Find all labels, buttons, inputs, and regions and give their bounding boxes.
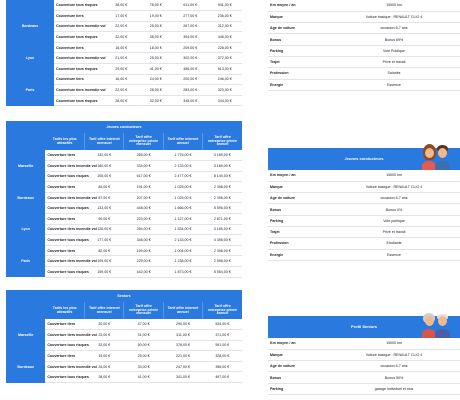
profile-row bbox=[268, 181, 460, 192]
coverage-cell: Couverture tiers bbox=[45, 245, 84, 256]
profile-table-seniors bbox=[268, 316, 460, 395]
price-cell: 2 133,00 € bbox=[163, 235, 202, 246]
price-cell: 159,00 € bbox=[124, 245, 163, 256]
city-cell: Marseille bbox=[6, 319, 45, 351]
profile-row bbox=[268, 23, 460, 34]
price-cell: 446,00 € bbox=[208, 32, 243, 43]
profile-value: Voie publique bbox=[328, 215, 460, 226]
profile-value: Etudiants bbox=[328, 238, 460, 249]
profile-key: Km moyen / an bbox=[268, 170, 328, 181]
coverage-cell: Couverture tous risques bbox=[45, 267, 84, 278]
price-cell: 236,00 € bbox=[208, 11, 243, 22]
price-cell: 132,00 € bbox=[85, 150, 124, 161]
coverage-cell: Couverture tous risques bbox=[45, 171, 84, 182]
profile-table-1 bbox=[268, 0, 460, 91]
profile-row bbox=[268, 170, 460, 181]
price-cell: 19,00 € bbox=[85, 351, 124, 362]
price-cell: 497,00 € bbox=[203, 372, 242, 383]
price-cell: 611,00 € bbox=[173, 0, 208, 11]
profile-row bbox=[268, 68, 460, 79]
price-cell: 78,00 € bbox=[139, 0, 174, 11]
price-cell: 180,00 € bbox=[85, 161, 124, 172]
table-row bbox=[6, 11, 242, 22]
column-header: Tarif offre entreprise privée annuel bbox=[203, 302, 242, 319]
price-cell: 177,00 € bbox=[85, 235, 124, 246]
column-header: Tarif offre entreprise privée annuel bbox=[203, 133, 242, 150]
column-header-attractive: Tarifs les plus attractifs bbox=[45, 133, 84, 150]
profile-value: Voie Publique bbox=[328, 45, 460, 56]
price-cell: 2 398,00 € bbox=[203, 245, 242, 256]
column-header-attractive: Tarifs les plus attractifs bbox=[45, 302, 84, 319]
price-cell: 5 554,00 € bbox=[203, 267, 242, 278]
profile-value: Voiture basique : RENAULT CLIO 4 bbox=[328, 181, 460, 192]
price-cell: 20,00 € bbox=[85, 319, 124, 330]
coverage-cell: Couverture tous risques bbox=[45, 372, 84, 383]
coverage-cell: Couverture tiers incendie vol bbox=[45, 330, 84, 341]
price-cell: 16,00 € bbox=[104, 42, 139, 53]
profile-value: 15000 km bbox=[328, 0, 460, 11]
profile-row bbox=[268, 0, 460, 11]
profile-key: Parking bbox=[268, 215, 328, 226]
profile-value: 15000 km bbox=[328, 338, 460, 349]
price-cell: 328,00 € bbox=[203, 351, 242, 362]
price-cell: 16,00 € bbox=[104, 74, 139, 85]
price-cell: 22,00 € bbox=[104, 21, 139, 32]
price-cell: 205,00 € bbox=[85, 171, 124, 182]
column-header: Tarif offre entreprise privée mensuel bbox=[124, 133, 163, 150]
profile-row bbox=[268, 56, 460, 67]
price-cell: 2 477,00 € bbox=[163, 171, 202, 182]
price-cell: 24,00 € bbox=[85, 361, 124, 372]
price-cell: 277,00 € bbox=[173, 11, 208, 22]
table-row bbox=[6, 182, 242, 193]
column-header: Tarif offre internet mensuel bbox=[85, 302, 124, 319]
profile-row bbox=[268, 238, 460, 249]
coverage-cell: Couverture tiers incendie vol bbox=[45, 161, 84, 172]
price-cell: 372,00 € bbox=[208, 53, 243, 64]
coverage-cell: Couverture tous risques bbox=[45, 235, 84, 246]
profile-value: Privé et travail bbox=[328, 226, 460, 237]
table-row bbox=[6, 42, 242, 53]
profile-key: Age de voiture bbox=[268, 193, 328, 204]
price-cell: 442,00 € bbox=[124, 267, 163, 278]
table-row bbox=[6, 150, 242, 161]
profile-jeunes-title: Jeunes conducteurs bbox=[344, 156, 384, 161]
rates-table-jeunes bbox=[6, 121, 242, 278]
profile-key: Marque bbox=[268, 181, 328, 192]
price-cell: 24,00 € bbox=[139, 74, 174, 85]
price-cell: 207,00 € bbox=[124, 192, 163, 203]
table-row bbox=[6, 214, 242, 225]
price-cell: 229,00 € bbox=[124, 256, 163, 267]
coverage-cell: Couverture tiers bbox=[54, 42, 104, 53]
price-cell: 90,00 € bbox=[85, 214, 124, 225]
price-cell: 22,00 € bbox=[104, 85, 139, 96]
coverage-cell: Couverture tiers incendie vol bbox=[54, 85, 104, 96]
city-cell: Lyon bbox=[6, 42, 54, 74]
price-cell: 344,00 € bbox=[208, 95, 243, 106]
price-cell: 2 398,00 € bbox=[203, 182, 242, 193]
profile-value: Voiture basique : RENAULT CLIO 4 bbox=[328, 349, 460, 360]
price-cell: 534,00 € bbox=[203, 319, 242, 330]
price-cell: 32,00 € bbox=[85, 340, 124, 351]
profile-value: Essence bbox=[328, 249, 460, 260]
price-cell: 4 398,00 € bbox=[203, 235, 242, 246]
price-cell: 32,00 € bbox=[139, 95, 174, 106]
price-cell: 267,00 € bbox=[173, 21, 208, 32]
price-cell: 200,00 € bbox=[173, 74, 208, 85]
profile-value: occasion 6-7 ans bbox=[328, 23, 460, 34]
column-header-blank bbox=[6, 133, 45, 150]
price-cell: 159,00 € bbox=[85, 267, 124, 278]
price-cell: 50,00 € bbox=[124, 340, 163, 351]
price-cell: 221,00 € bbox=[163, 351, 202, 362]
profile-seniors-title: Profil Seniors bbox=[350, 324, 377, 329]
price-cell: 82,00 € bbox=[85, 245, 124, 256]
price-cell: 334,00 € bbox=[124, 161, 163, 172]
price-cell: 246,00 € bbox=[208, 74, 243, 85]
price-cell: 109,00 € bbox=[85, 256, 124, 267]
coverage-cell: Couverture tiers incendie vol bbox=[54, 53, 104, 64]
table-title-row bbox=[6, 290, 242, 302]
city-cell: Bordeaux bbox=[6, 351, 45, 383]
profile-key: Bonus bbox=[268, 372, 328, 383]
column-header: Tarif offre internet annuel bbox=[163, 302, 202, 319]
young-couple-avatar-icon bbox=[420, 140, 452, 170]
price-cell: 394,00 € bbox=[173, 32, 208, 43]
city-cell-blank bbox=[6, 0, 54, 11]
price-cell: 84,00 € bbox=[85, 182, 124, 193]
price-cell: 18,00 € bbox=[139, 42, 174, 53]
price-cell: 265,00 € bbox=[124, 150, 163, 161]
price-cell: 29,00 € bbox=[104, 64, 139, 75]
price-cell: 17,00 € bbox=[104, 11, 139, 22]
price-cell: 21,00 € bbox=[104, 53, 139, 64]
profile-value: occasion 6-7 ans bbox=[328, 361, 460, 372]
column-header-row bbox=[6, 302, 242, 319]
profile-row bbox=[268, 249, 460, 260]
senior-couple-avatar-icon bbox=[420, 308, 452, 338]
price-cell: 2 133,00 € bbox=[163, 161, 202, 172]
profile-key: Profession bbox=[268, 68, 328, 79]
price-cell: 1 025,00 € bbox=[163, 192, 202, 203]
price-cell: 941,00 € bbox=[208, 0, 243, 11]
price-cell: 23,00 € bbox=[85, 330, 124, 341]
profile-key: Parking bbox=[268, 383, 328, 394]
profile-value: Voiture basique : RENAULT CLIO 4 bbox=[328, 11, 460, 22]
profile-key: Age de voiture bbox=[268, 23, 328, 34]
price-cell: 591,00 € bbox=[203, 340, 242, 351]
price-cell: 228,00 € bbox=[208, 42, 243, 53]
price-cell: 31,00 € bbox=[124, 330, 163, 341]
coverage-cell: Couverture tiers incendie vol bbox=[45, 256, 84, 267]
price-cell: 19,00 € bbox=[139, 11, 174, 22]
price-cell: 41,00 € bbox=[139, 64, 174, 75]
profile-row bbox=[268, 215, 460, 226]
coverage-cell: Couverture tous risques bbox=[54, 32, 104, 43]
profile-key: Energie bbox=[268, 79, 328, 90]
coverage-cell: Couverture tiers bbox=[45, 150, 84, 161]
profile-jeunes-header bbox=[268, 148, 460, 170]
city-cell: Bordeaux bbox=[6, 11, 54, 43]
price-cell: 1 534,00 € bbox=[163, 224, 202, 235]
profile-key: Parking bbox=[268, 45, 328, 56]
profile-row bbox=[268, 79, 460, 90]
price-cell: 3 189,00 € bbox=[203, 150, 242, 161]
price-cell: 2 398,00 € bbox=[203, 192, 242, 203]
profile-row bbox=[268, 45, 460, 56]
profile-key: Age de voiture bbox=[268, 361, 328, 372]
column-header-row bbox=[6, 133, 242, 150]
profile-value: garage individuel et clos bbox=[328, 383, 460, 394]
table-row bbox=[6, 351, 242, 362]
profile-key: Marque bbox=[268, 11, 328, 22]
table-row bbox=[6, 74, 242, 85]
rates-table-seniors bbox=[6, 290, 242, 383]
price-cell: 1 776,00 € bbox=[163, 150, 202, 161]
price-cell: 126,00 € bbox=[85, 224, 124, 235]
coverage-cell: Couverture tous risques bbox=[45, 340, 84, 351]
price-cell: 41,00 € bbox=[124, 372, 163, 383]
price-cell: 33,00 € bbox=[124, 361, 163, 372]
table-row bbox=[6, 0, 242, 11]
city-cell: Marseille bbox=[6, 150, 45, 182]
column-header: Tarif offre internet mensuel bbox=[85, 133, 124, 150]
city-cell: Lyon bbox=[6, 214, 45, 246]
price-cell: 341,00 € bbox=[163, 372, 202, 383]
price-cell: 28,00 € bbox=[104, 95, 139, 106]
profile-key: Bonus bbox=[268, 204, 328, 215]
price-cell: 1 666,00 € bbox=[163, 203, 202, 214]
table-title: Jeunes conducteurs bbox=[6, 121, 242, 133]
profile-row bbox=[268, 361, 460, 372]
price-cell: 191,00 € bbox=[124, 182, 163, 193]
profile-row bbox=[268, 204, 460, 215]
price-cell: 345,00 € bbox=[173, 95, 208, 106]
price-cell: 376,00 € bbox=[163, 340, 202, 351]
profile-key: Trajet bbox=[268, 56, 328, 67]
coverage-cell: Couverture tous risques bbox=[54, 95, 104, 106]
price-cell: 38,00 € bbox=[104, 0, 139, 11]
profile-seniors-header bbox=[268, 316, 460, 338]
price-cell: 1 025,00 € bbox=[163, 182, 202, 193]
price-cell: 323,00 € bbox=[208, 85, 243, 96]
profile-value: Bonus 0% bbox=[328, 204, 460, 215]
coverage-cell: Couverture tiers incendie vol bbox=[45, 192, 84, 203]
price-cell: 513,00 € bbox=[208, 64, 243, 75]
profile-value: Bonus 69% bbox=[328, 34, 460, 45]
price-cell: 3 189,00 € bbox=[203, 161, 242, 172]
price-cell: 1 127,00 € bbox=[163, 214, 202, 225]
price-cell: 290,00 € bbox=[163, 319, 202, 330]
profile-row bbox=[268, 338, 460, 349]
table-title: Seniors bbox=[6, 290, 242, 302]
price-cell: 209,00 € bbox=[173, 42, 208, 53]
table-row bbox=[6, 245, 242, 256]
profile-table-jeunes bbox=[268, 148, 460, 261]
city-cell: Paris bbox=[6, 245, 45, 277]
profile-row bbox=[268, 349, 460, 360]
profile-value: Privé et travail bbox=[328, 56, 460, 67]
price-cell: 254,00 € bbox=[124, 224, 163, 235]
coverage-cell: Couverture tiers incendie vol bbox=[45, 224, 84, 235]
city-cell: Bordeaux bbox=[6, 182, 45, 214]
price-cell: 371,00 € bbox=[203, 330, 242, 341]
profile-value: Essence bbox=[328, 79, 460, 90]
price-cell: 25,00 € bbox=[139, 21, 174, 32]
price-cell: 5 596,00 € bbox=[203, 203, 242, 214]
price-cell: 8 140,00 € bbox=[203, 171, 242, 182]
price-cell: 1 238,00 € bbox=[163, 256, 202, 267]
price-cell: 312,00 € bbox=[208, 21, 243, 32]
price-cell: 456,00 € bbox=[173, 64, 208, 75]
profile-row bbox=[268, 11, 460, 22]
price-cell: 36,00 € bbox=[139, 32, 174, 43]
price-cell: 346,00 € bbox=[124, 235, 163, 246]
price-cell: 3 185,00 € bbox=[203, 224, 242, 235]
profile-value: 15000 km bbox=[328, 170, 460, 181]
profile-value: Bonus 50% bbox=[328, 372, 460, 383]
column-header-blank bbox=[6, 302, 45, 319]
profile-key: Trajet bbox=[268, 226, 328, 237]
column-header: Tarif offre internet annuel bbox=[163, 133, 202, 150]
price-cell: 396,00 € bbox=[203, 361, 242, 372]
price-cell: 302,00 € bbox=[173, 53, 208, 64]
column-header: Tarif offre entreprise privée mensuel bbox=[124, 302, 163, 319]
profile-key: Bonus bbox=[268, 34, 328, 45]
profile-row bbox=[268, 193, 460, 204]
profile-row bbox=[268, 34, 460, 45]
price-cell: 25,00 € bbox=[124, 351, 163, 362]
price-cell: 247,00 € bbox=[163, 361, 202, 372]
coverage-cell: Couverture tiers bbox=[54, 11, 104, 22]
price-cell: 223,00 € bbox=[124, 214, 163, 225]
profile-row bbox=[268, 383, 460, 394]
price-cell: 283,00 € bbox=[173, 85, 208, 96]
city-cell: Paris bbox=[6, 74, 54, 106]
price-cell: 1 004,00 € bbox=[163, 245, 202, 256]
coverage-cell: Couverture tiers incendie vol bbox=[54, 21, 104, 32]
table-row bbox=[6, 319, 242, 330]
profile-row bbox=[268, 226, 460, 237]
coverage-cell: Couverture tous risques bbox=[54, 0, 104, 11]
profile-row bbox=[268, 372, 460, 383]
coverage-cell: Couverture tous risques bbox=[54, 64, 104, 75]
price-cell: 1 873,00 € bbox=[163, 267, 202, 278]
price-cell: 28,00 € bbox=[139, 85, 174, 96]
coverage-cell: Couverture tiers bbox=[45, 214, 84, 225]
price-cell: 2 871,00 € bbox=[203, 214, 242, 225]
coverage-cell: Couverture tiers bbox=[54, 74, 104, 85]
profile-value: occasion 6-7 ans bbox=[328, 193, 460, 204]
coverage-cell: Couverture tiers bbox=[45, 351, 84, 362]
coverage-cell: Couverture tiers incendie vol bbox=[45, 361, 84, 372]
price-cell: 28,00 € bbox=[85, 372, 124, 383]
price-cell: 448,00 € bbox=[124, 203, 163, 214]
price-cell: 87,00 € bbox=[85, 192, 124, 203]
profile-key: Marque bbox=[268, 349, 328, 360]
profile-key: Energie bbox=[268, 249, 328, 260]
price-cell: 47,00 € bbox=[124, 319, 163, 330]
table-title-row bbox=[6, 121, 242, 133]
coverage-cell: Couverture tiers bbox=[45, 182, 84, 193]
profile-key: Profession bbox=[268, 238, 328, 249]
coverage-cell: Couverture tiers bbox=[45, 319, 84, 330]
coverage-cell: Couverture tous risques bbox=[45, 203, 84, 214]
rates-table-section-1 bbox=[6, 0, 242, 106]
profile-value: Salariés bbox=[328, 68, 460, 79]
price-cell: 2 598,00 € bbox=[203, 256, 242, 267]
price-cell: 617,00 € bbox=[124, 171, 163, 182]
price-cell: 311,00 € bbox=[163, 330, 202, 341]
profile-key: Km moyen / an bbox=[268, 0, 328, 11]
price-cell: 133,00 € bbox=[85, 203, 124, 214]
profile-key: Km moyen / an bbox=[268, 338, 328, 349]
price-cell: 32,00 € bbox=[104, 32, 139, 43]
price-cell: 25,00 € bbox=[139, 53, 174, 64]
